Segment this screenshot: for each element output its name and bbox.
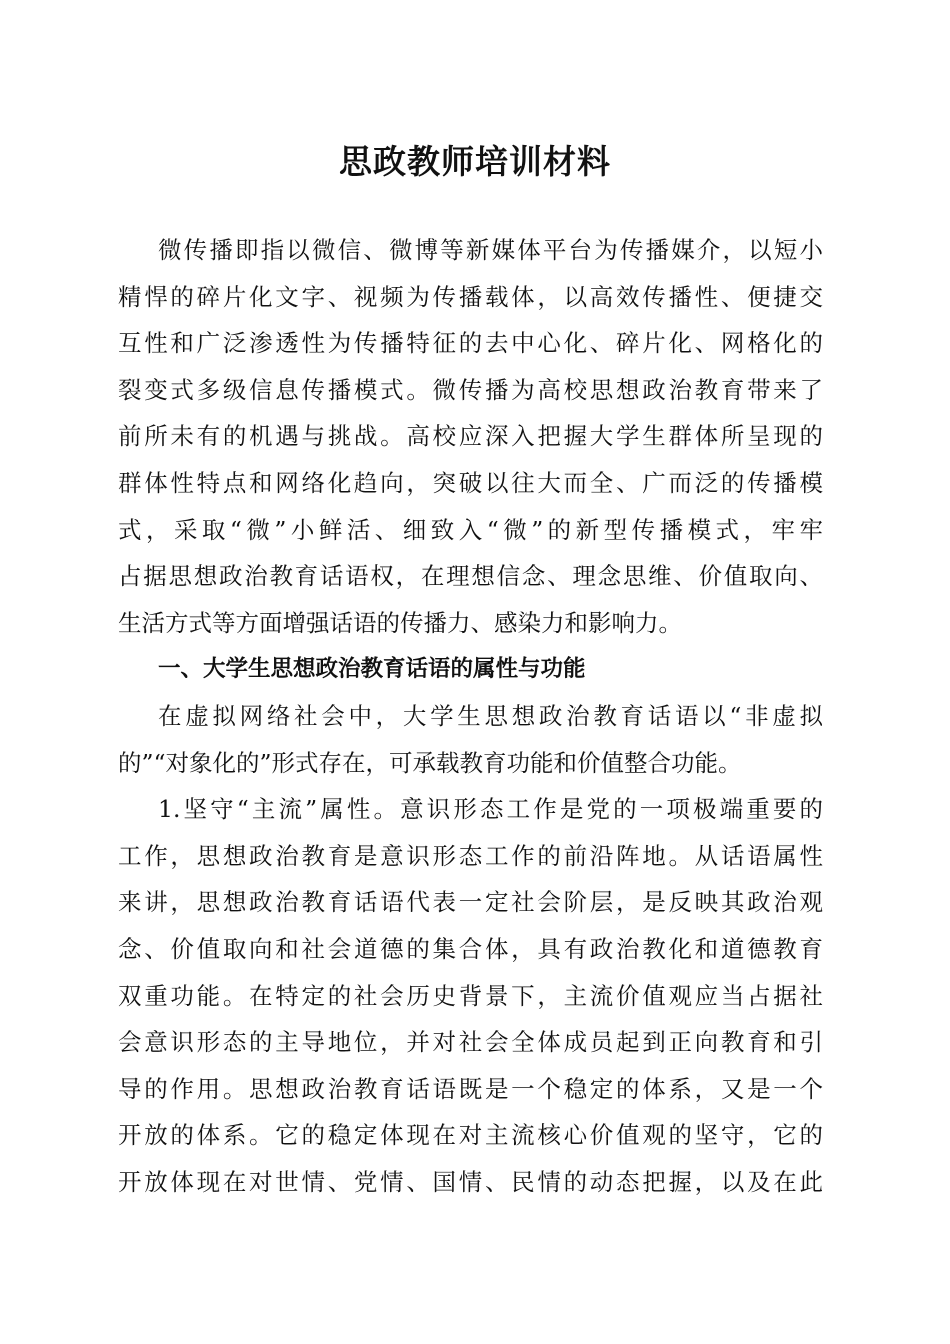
paragraph-line: 裂变式多级信息传播模式。微传播为高校思想政治教育带来了 xyxy=(118,375,823,404)
paragraph-line: 生活方式等方面增强话语的传播力、感染力和影响力。 xyxy=(118,608,682,637)
paragraph-line: 工作，思想政治教育是意识形态工作的前沿阵地。从话语属性 xyxy=(118,841,823,870)
paragraph-line: 来讲，思想政治教育话语代表一定社会阶层，是反映其政治观 xyxy=(118,888,823,917)
paragraph-line: 精悍的碎片化文字、视频为传播载体，以高效传播性、便捷交 xyxy=(118,282,823,311)
paragraph-line: 导的作用。思想政治教育话语既是一个稳定的体系，又是一个 xyxy=(118,1074,823,1103)
paragraph-line: 群体性特点和网络化趋向，突破以往大而全、广而泛的传播模 xyxy=(118,468,823,497)
paragraph-line: 会意识形态的主导地位，并对社会全体成员起到正向教育和引 xyxy=(118,1028,823,1057)
paragraph-line: 微传播即指以微信、微博等新媒体平台为传播媒介，以短小 xyxy=(158,236,823,264)
paragraph-line: 开放体现在对世情、党情、国情、民情的动态把握，以及在此 xyxy=(118,1167,823,1196)
paragraph-line: 在虚拟网络社会中，大学生思想政治教育话语以“非虚拟 xyxy=(158,701,823,730)
paragraph-line: 1.坚守“主流”属性。意识形态工作是党的一项极端重要的 xyxy=(158,795,823,824)
section-heading: 一、大学生思想政治教育话语的属性与功能 xyxy=(158,656,586,683)
document-body xyxy=(118,227,823,1205)
paragraph-line: 的”“对象化的”形式存在，可承载教育功能和价值整合功能。 xyxy=(118,748,742,777)
paragraph-line: 念、价值取向和社会道德的集合体，具有政治教化和道德教育 xyxy=(118,934,823,963)
paragraph-line: 占据思想政治教育话语权，在理想信念、理念思维、价值取向、 xyxy=(118,562,823,591)
paragraph-line: 开放的体系。它的稳定体现在对主流核心价值观的坚守，它的 xyxy=(118,1121,823,1150)
paragraph-line: 前所未有的机遇与挑战。高校应深入把握大学生群体所呈现的 xyxy=(118,422,823,451)
paragraph-line: 互性和广泛渗透性为传播特征的去中心化、碎片化、网格化的 xyxy=(118,329,823,358)
document-title: 思政教师培训材料 xyxy=(339,142,611,181)
paragraph-line: 双重功能。在特定的社会历史背景下，主流价值观应当占据社 xyxy=(118,981,823,1010)
paragraph-line: 式，采取“微”小鲜活、细致入“微”的新型传播模式，牢牢 xyxy=(118,515,823,544)
